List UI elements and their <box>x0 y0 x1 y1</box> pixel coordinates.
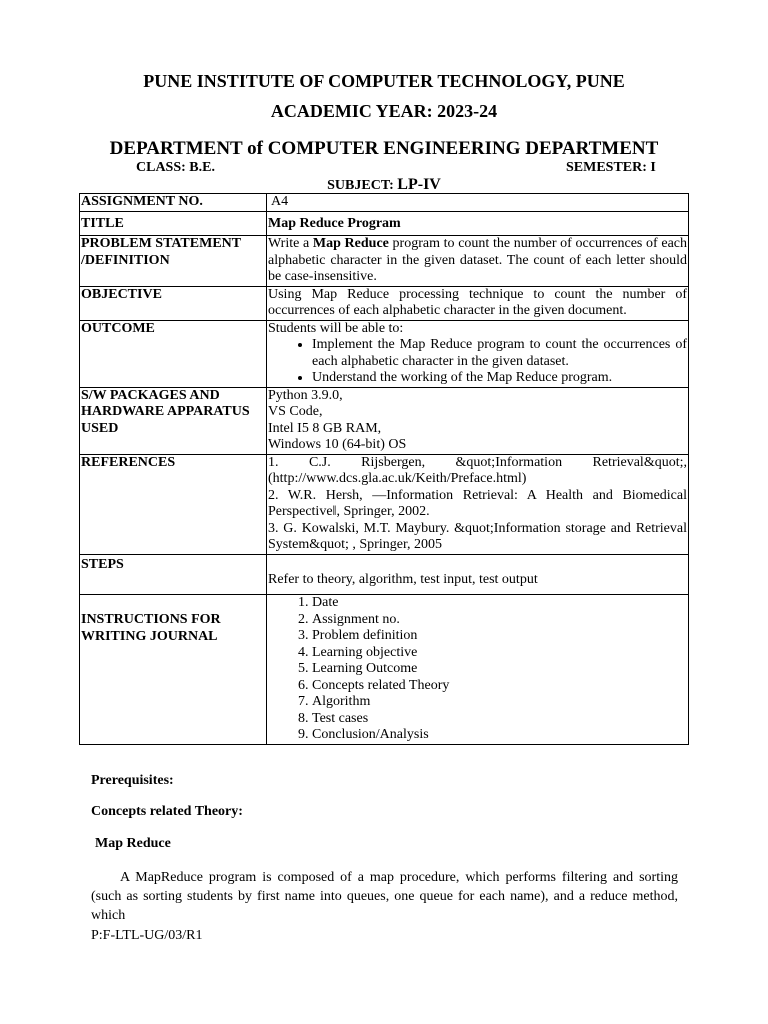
outcome-intro: Students will be able to: <box>268 320 404 336</box>
reference-item: 1. C.J. Rijsbergen, &quot;Information Retrieval&quot;, (http://www.dcs.gla.ac.uk/Keith/Preface.html) <box>268 454 687 486</box>
row-instructions <box>80 595 689 745</box>
value-outcome <box>267 320 689 387</box>
row-steps <box>80 554 689 595</box>
value-instructions <box>267 595 689 745</box>
row-problem <box>80 236 689 287</box>
map-reduce-heading: Map Reduce <box>95 836 171 851</box>
subject-line <box>0 176 768 194</box>
outcome-item: • Implement the Map Reduce program to count the occurrences of each alphabetic character in the given dataset. <box>312 337 687 370</box>
row-objective <box>80 286 689 320</box>
instruction-item: 8. Test cases <box>312 711 687 728</box>
problem-text-bold: Map Reduce <box>312 236 389 251</box>
instruction-item: 4. Learning objective <box>312 645 687 662</box>
instruction-item: 6. Concepts related Theory <box>312 678 687 695</box>
instruction-item: 9. Conclusion/Analysis <box>312 727 687 744</box>
row-outcome <box>80 320 689 387</box>
subject-value: LP-IV <box>397 176 441 193</box>
value-steps: Refer to theory, algorithm, test input, test output <box>267 554 689 595</box>
concepts-heading: Concepts related Theory: <box>91 804 243 819</box>
subject-label: SUBJECT: <box>327 178 394 193</box>
label-objective: OBJECTIVE <box>80 286 267 320</box>
value-objective: Using Map Reduce processing technique to count the number of occurrences of each alphabetic character in the given document. <box>268 286 687 318</box>
map-reduce-paragraph: A MapReduce program is composed of a map procedure, which performs filtering and sorting (such as sorting students by first name into queues, one queue for each name), and a reduce method, which <box>91 870 678 923</box>
problem-text-post: program to count the number of occurrences of each alphabetic character in the given dataset. The count of each letter should be case-insensitive. <box>268 236 687 284</box>
value-assignment-no: A4 <box>267 194 689 212</box>
row-packages <box>80 387 689 454</box>
academic-year: ACADEMIC YEAR: 2023-24 <box>270 101 498 121</box>
label-outcome: OUTCOME <box>80 320 267 387</box>
value-references <box>267 454 689 554</box>
package-line: VS Code, <box>268 404 323 419</box>
value-problem <box>267 236 689 287</box>
instructions-list <box>268 595 687 744</box>
reference-item: 2. W.R. Hersh, ―Information Retrieval: A Health and Biomedical Perspective‖, Springer, 2002. <box>268 487 687 519</box>
value-title: Map Reduce Program <box>267 211 689 236</box>
row-references <box>80 454 689 554</box>
instruction-item: 1. Date <box>312 595 687 612</box>
assignment-table <box>79 193 689 745</box>
footer-code: P:F-LTL-UG/03/R1 <box>91 928 203 943</box>
class-label: CLASS: B.E. <box>136 160 215 175</box>
label-references: REFERENCES <box>80 454 267 554</box>
instruction-item: 7. Algorithm <box>312 694 687 711</box>
package-line: Python 3.9.0, <box>268 387 343 403</box>
instruction-item: 3. Problem definition <box>312 628 687 645</box>
institute-title: PUNE INSTITUTE OF COMPUTER TECHNOLOGY, PUNE <box>143 71 625 91</box>
row-title <box>80 211 689 236</box>
package-line: Windows 10 (64-bit) OS <box>268 437 407 452</box>
instruction-item: 2. Assignment no. <box>312 612 687 629</box>
reference-item: 3. G. Kowalski, M.T. Maybury. &quot;Information storage and Retrieval System&quot; , Springer, 2005 <box>268 520 687 552</box>
label-title: TITLE <box>80 211 267 236</box>
semester-label: SEMESTER: I <box>566 160 656 175</box>
label-instructions: INSTRUCTIONS FOR WRITING JOURNAL <box>80 595 267 745</box>
label-assignment-no: ASSIGNMENT NO. <box>80 194 267 212</box>
outcome-item: • Understand the working of the Map Reduce program. <box>312 370 687 387</box>
row-assignment-no <box>80 194 689 212</box>
package-line: Intel I5 8 GB RAM, <box>268 420 382 436</box>
problem-text-pre: Write a <box>268 236 313 251</box>
label-steps: STEPS <box>80 554 267 595</box>
outcome-list <box>268 337 687 387</box>
department-title: DEPARTMENT of COMPUTER ENGINEERING DEPARTMENT <box>109 138 659 159</box>
prerequisites-heading: Prerequisites: <box>91 773 174 788</box>
label-packages: S/W PACKAGES AND HARDWARE APPARATUS USED <box>80 387 267 454</box>
label-problem: PROBLEM STATEMENT /DEFINITION <box>80 236 267 287</box>
instruction-item: 5. Learning Outcome <box>312 661 687 678</box>
value-packages <box>267 387 689 454</box>
